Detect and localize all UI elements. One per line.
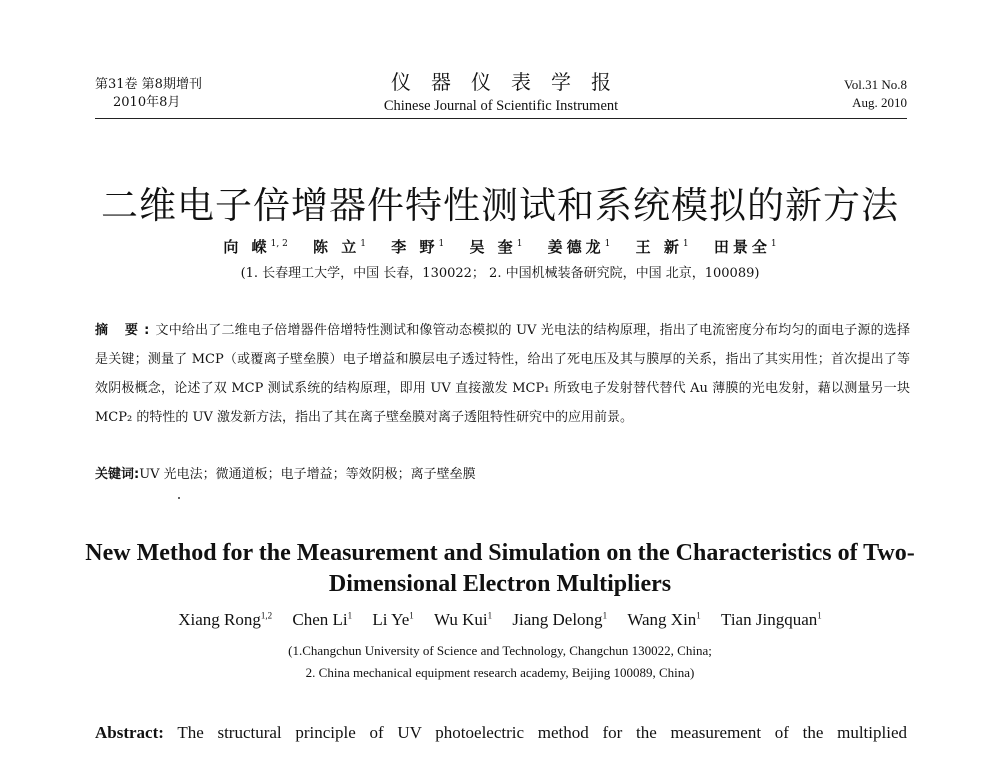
author-name: 李 野 [391,238,439,256]
author-en [627,610,700,629]
author-name: Wang Xin [627,610,697,629]
author-cn [636,238,689,256]
author-en [512,610,607,629]
author-cn [391,238,444,256]
affiliation-en [0,640,1000,684]
running-header [95,70,907,120]
author-en [292,610,352,629]
author-en [178,610,272,629]
author-affil-mark: 1 [360,239,367,249]
journal-name-cn: 仪器仪表学报 [391,70,631,94]
author-name: Wu Kui [434,610,488,629]
abstract-text-en: The structural principle of UV photoelectric method for the measurement of the multiplied [177,723,907,742]
keywords-text-cn: UV 光电法；微通道板；电子增益；等效阴极；离子壁垒膜 [139,467,476,482]
author-en [434,610,492,629]
author-affil-mark: 1, 2 [270,239,288,249]
paper-title-cn: 二维电子倍增器件特性测试和系统模拟的新方法 [101,183,899,227]
author-affil-mark: 1 [438,239,445,249]
author-affil-mark: 1 [696,610,701,621]
author-name: 王 新 [635,238,683,256]
author-name: Xiang Rong [178,610,261,629]
author-name: 陈 立 [313,238,361,256]
author-affil-mark: 1 [682,239,689,249]
author-name: 吴 奎 [469,238,517,256]
author-cn [469,238,522,256]
author-cn [548,238,611,256]
header-issue-en [844,76,907,112]
author-en [372,610,413,629]
journal-name [95,70,907,116]
author-list-cn [0,236,1000,257]
scan-speck [178,497,180,499]
abstract-label-cn: 摘 要: [95,323,156,338]
author-cn [313,238,366,256]
author-name: 姜德龙 [547,238,605,256]
author-list-en [0,610,1000,630]
abstract-text-cn: 文中给出了二维电子倍增器件倍增特性测试和像管动态模拟的 UV 光电法的结构原理，指出了电流密度分布均匀的面电子源的选择是关键；测量了 MCP（或覆离子壁垒膜）电子增益和膜层电子透过特性，给出了死电压及其与膜厚的关系，指出了其实用性；首次提出了等效阴极概念，论述了双 MCP 测试系统的结构原理，即用 UV 直接激发 MCP₁ 所致电子发射替代替代 Au 薄膜的光电发射，藉以测量另一块 MCP₂ 的特性的 UV 激发新方法，指出了其在离子壁垒膜对离子透阻特性研究中的应用前景。 [95,323,910,425]
abstract-label-en: Abstract: [95,723,164,742]
author-name: Chen Li [292,610,348,629]
header-rule [95,118,907,119]
author-affil-mark: 1 [817,610,822,621]
affiliation-cn: (1. 长春理工大学，中国 长春，130022； 2. 中国机械装备研究院，中国 北京，100089) [240,266,760,281]
author-name: Jiang Delong [512,610,603,629]
author-affil-mark: 1 [770,239,777,249]
author-affil-mark: 1 [516,239,523,249]
paper-title-en: New Method for the Measurement and Simulation on the Characteristics of Two- Dimensional Electron Multipliers [85,539,915,597]
keywords-cn [95,465,910,485]
journal-name-en: Chinese Journal of Scientific Instrument [383,98,619,114]
author-affil-mark: 1 [347,610,353,621]
abstract-cn [95,316,910,432]
author-affil-mark: 1 [602,610,608,621]
author-cn [714,238,777,256]
keywords-label-cn: 关键词: [95,467,140,482]
author-affil-mark: 1 [409,610,414,621]
author-affil-mark: 1,2 [260,610,273,621]
abstract-en [95,718,907,748]
author-name: Li Ye [372,610,410,629]
author-cn [223,238,287,256]
author-name: Tian Jingquan [721,610,818,629]
author-name: 向 嵘 [223,238,271,256]
header-date-cn: 2010年8月 [113,95,181,110]
header-volume-cn: 第31卷 第8期增刊 [95,77,202,92]
author-affil-mark: 1 [487,610,493,621]
author-affil-mark: 1 [604,239,611,249]
header-volume-en: Vol.31 No.8 [844,77,907,92]
author-name: 田景全 [713,238,771,256]
affiliation-en-line: (1.Changchun University of Science and Technology, Changchun 130022, China; [288,643,712,658]
header-date-en: Aug. 2010 [852,95,907,110]
affiliation-en-line: 2. China mechanical equipment research academy, Beijing 100089, China) [305,665,695,680]
author-en [721,610,822,629]
